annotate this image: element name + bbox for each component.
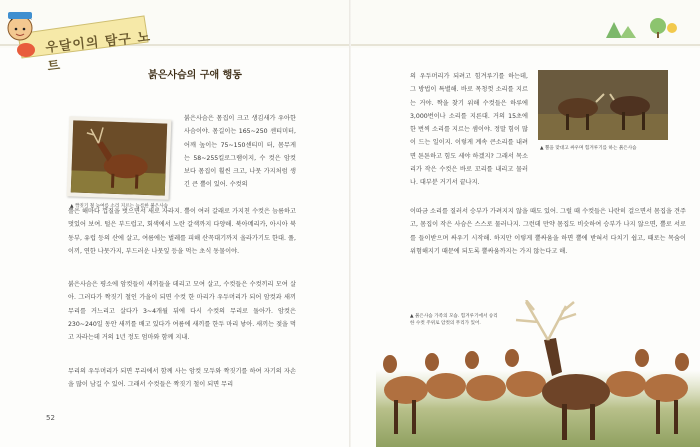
- left-paragraph-3: 무리의 우두머리가 되면 무리에서 함께 사는 암컷 모두와 짝짓기를 하여 자기의 자손을 많이 남길 수 있어. 그래서 수컷들은 짝짓기 철이 되면 무리: [68, 368, 296, 389]
- article-title: 붉은사슴의 구애 행동: [148, 70, 242, 81]
- fighting-deer-image: [538, 70, 668, 140]
- page-number: 52: [46, 414, 55, 422]
- left-paragraph-1: 뿔은 해마다 껍질을 벗으면서 새로 자라지. 뿔이 여러 갈래로 가지친 수컷은 늠름하고 멋있어 보여. 털은 부드럽고, 회색에서 노란 갈색까지 다양해. 북아메리카, 아시아 북동부, 유럽 등의 산에 살고, 여름에는 벌레를 피해 산꼭대기까지 올라가기도 한대. 풀, 이끼, 연한 나뭇가지, 부드러운 나뭇잎 등을 먹는 초식 동물이야.: [68, 208, 296, 255]
- photo2-caption: ▲ 뿔을 맞대고 싸우며 힘겨루기를 하는 붉은사슴: [540, 146, 637, 151]
- left-paragraph-2: 붉은사슴은 평소에 암컷들이 새끼들을 데리고 모여 살고, 수컷들은 수컷끼리 모여 살아. 그러다가 짝짓기 철인 가을이 되면 수컷 한 마리가 우두머리가 되어 암컷과 새끼 무리를 거느리고 살다가 3~4개월 뒤에 다시 수컷의 무리로 돌아가. 암컷은 230~240일 동안 새끼를 배고 있다가 여름에 새끼를 한두 마리 낳아. 새끼는 젖을 먹고 자라는데 거의 1년 정도 엄마와 함께 지내.: [68, 281, 296, 342]
- calling-deer-image: [71, 120, 167, 195]
- photo3-caption-line1: ▲ 붉은사슴 가족의 모습. 힘겨루기에서 승리: [410, 314, 498, 319]
- deer-calling-photo: [67, 116, 172, 200]
- section-logo: [6, 6, 156, 75]
- right-paragraph-1a: 의 우두머리가 되려고 힘겨루기를 하는데, 그 방법이 특별해. 바로 목청껏 소리를 지르는 거야. 짝을 찾기 위해 수컷들은 하루에 3,000번이나 소리를 지른대. 거의 15초에 한 번씩 소리를 지르는 셈이야. 정말 힘이 많이 드는 일이지. 이렇게 계속 큰소리를 내려면 튼튼하고 힘도 세야 하겠지? 그래서 목소리가 작은 수컷은 바로 꼬리를 내리고 물러나. 대부분 거기서 끝나지.: [410, 73, 528, 187]
- section-logo-title: 우달이의 탐구 노트: [44, 29, 152, 75]
- page-gutter: [349, 0, 351, 447]
- photo1-caption: ▲ 짝짓기 철 늦여름 소리 지르는 늠름한 붉은사슴: [70, 204, 169, 209]
- left-intro-text: 붉은사슴은 몸집이 크고 생김새가 우아한 사슴이야. 몸길이는 165~250 센티미터, 어깨 높이는 75~150센티미 터, 몸무게는 58~255킬로그램이지, 수 컷은 암컷보다 몸집이 훨씬 크고, 나뭇 가지처럼 생긴 큰 뿔이 있어. 수컷의: [184, 115, 296, 189]
- decorative-trees-icon: [600, 14, 680, 40]
- deer-herd-image: [376, 300, 700, 447]
- deer-fighting-photo: [538, 70, 668, 140]
- right-paragraph-2: 이따금 소리를 질러서 승부가 가려지지 않을 때도 있어. 그럴 때 수컷들은 나란히 걸으면서 몸집을 견주고, 몸집이 작은 사슴은 스스로 물러나지. 그런데 만약 몸집도 비슷하여 승부가 나지 않으면, 뿔로 서로를 들이받으며 싸우기 시작해. 하지만 이렇게 뿔싸움을 하면 뿔에 받혀서 다치기 쉽고, 때로는 목숨이 위험해지기 때문에 되도록 뿔싸움까지는 가지 않는다고 해.: [410, 208, 686, 255]
- deer-herd-photo: [376, 300, 700, 447]
- photo3-caption-line2: 한 수컷 주위로 암컷의 무리가 있어.: [410, 321, 481, 326]
